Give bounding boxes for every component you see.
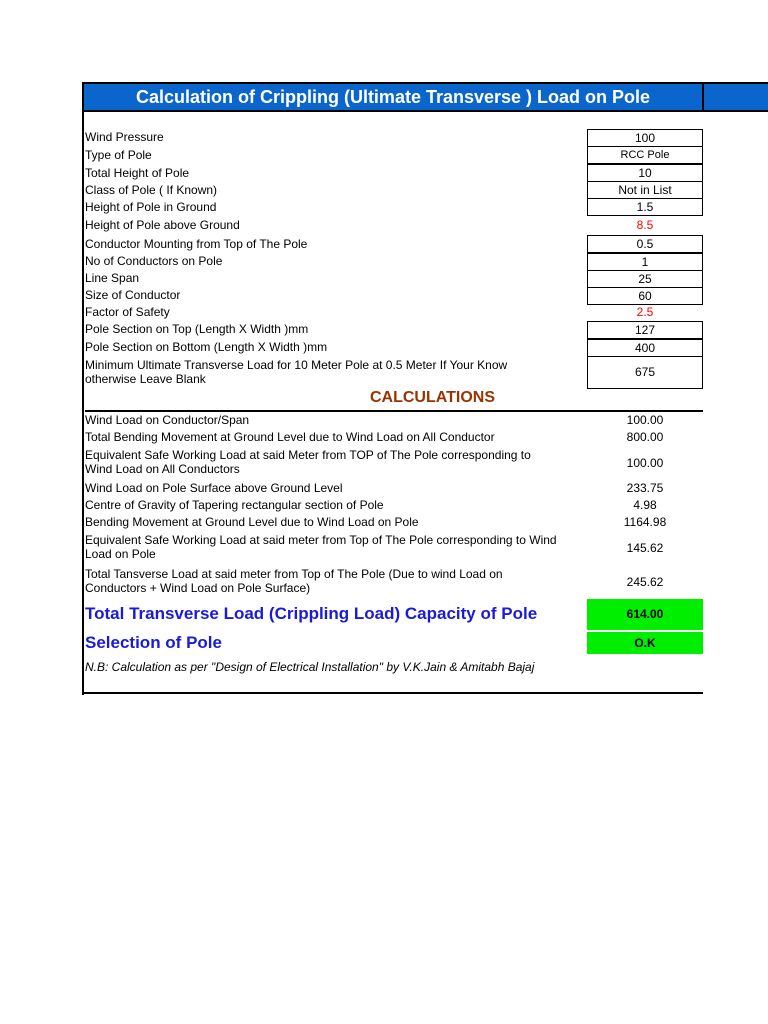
calc-label: Wind Load on Pole Surface above Ground Level: [85, 481, 343, 495]
title-bar: [83, 82, 768, 112]
input-label: [85, 358, 605, 386]
calc-label: Bending Movement at Ground Level due to Wind Load on Pole: [85, 515, 419, 529]
calc-value: 100.00: [626, 456, 664, 470]
input-label: Class of Pole ( If Known): [85, 183, 218, 197]
input-label: No of Conductors on Pole: [85, 254, 223, 268]
input-label: Conductor Mounting from Top of The Pole: [85, 237, 308, 251]
input-section-top[interactable]: 127: [587, 321, 703, 339]
label-line-1: Minimum Ultimate Transverse Load for 10 Meter Pole at 0.5 Meter If Your Know: [85, 358, 508, 372]
label-line-2: Wind Load on All Conductors: [85, 462, 240, 476]
label-line-1: Total Tansverse Load at said meter from Top of The Pole (Due to wind Load on: [85, 567, 503, 581]
label-line-1: Equivalent Safe Working Load at said meter from Top of The Pole corresponding to Wind: [85, 533, 557, 547]
calc-label: [85, 567, 585, 595]
calc-value: 100.00: [626, 413, 664, 427]
input-label: Wind Pressure: [85, 130, 164, 144]
calc-value: 145.62: [626, 541, 664, 555]
title-divider: [702, 82, 704, 112]
selection-label: Selection of Pole: [85, 633, 222, 652]
input-label: Type of Pole: [85, 148, 152, 162]
input-label: Pole Section on Top (Length X Width )mm: [85, 322, 309, 336]
input-section-bottom[interactable]: 400: [587, 339, 703, 357]
input-height-in-ground[interactable]: 1.5: [587, 198, 703, 216]
input-label: Size of Conductor: [85, 288, 181, 302]
computed-height-above-ground: 8.5: [636, 218, 654, 232]
total-load-value: 614.00: [587, 599, 703, 630]
calc-label: Centre of Gravity of Tapering rectangular section of Pole: [85, 498, 384, 512]
computed-factor-of-safety: 2.5: [636, 305, 654, 319]
input-pole-type[interactable]: RCC Pole: [587, 146, 703, 164]
frame-left-border: [82, 82, 84, 695]
calc-label: [85, 533, 585, 561]
input-conductor-size[interactable]: 60: [587, 287, 703, 305]
calculations-heading: CALCULATIONS: [369, 389, 496, 406]
calc-value: 4.98: [633, 498, 657, 512]
total-load-label: Total Transverse Load (Crippling Load) Capacity of Pole: [85, 604, 538, 623]
page-title: Calculation of Crippling (Ultimate Transverse ) Load on Pole: [135, 87, 651, 107]
input-conductor-count[interactable]: 1: [587, 253, 703, 271]
input-conductor-mounting[interactable]: 0.5: [587, 235, 703, 253]
input-total-height[interactable]: 10: [587, 164, 703, 182]
label-line-2: Load on Pole: [85, 547, 156, 561]
calc-value: 800.00: [626, 430, 664, 444]
reference-note: N.B: Calculation as per "Design of Electrical Installation" by V.K.Jain & Amitabh Bajaj: [85, 660, 535, 674]
calc-label: Total Bending Movement at Ground Level due to Wind Load on All Conductor: [85, 430, 495, 444]
calc-value: 245.62: [626, 575, 664, 589]
label-line-1: Equivalent Safe Working Load at said Meter from TOP of The Pole corresponding to: [85, 448, 531, 462]
label-line-2: otherwise Leave Blank: [85, 372, 206, 386]
input-min-ultimate-load[interactable]: 675: [587, 356, 703, 389]
input-label: Pole Section on Bottom (Length X Width )mm: [85, 340, 328, 354]
calc-value: 1164.98: [623, 515, 667, 529]
input-label: Height of Pole in Ground: [85, 200, 217, 214]
selection-status: O.K: [587, 632, 703, 654]
label-line-2: Conductors + Wind Load on Pole Surface): [85, 581, 311, 595]
input-label: Height of Pole above Ground: [85, 218, 240, 232]
input-wind-pressure[interactable]: 100: [587, 129, 703, 147]
calc-label: Wind Load on Conductor/Span: [85, 413, 250, 427]
frame-bottom-border: [82, 692, 703, 694]
input-pole-class[interactable]: Not in List: [587, 181, 703, 199]
calc-label: [85, 448, 585, 476]
input-label: Line Span: [85, 271, 140, 285]
input-line-span[interactable]: 25: [587, 270, 703, 288]
input-label: Total Height of Pole: [85, 166, 190, 180]
input-label: Factor of Safety: [85, 305, 170, 319]
calc-value: 233.75: [626, 481, 664, 495]
